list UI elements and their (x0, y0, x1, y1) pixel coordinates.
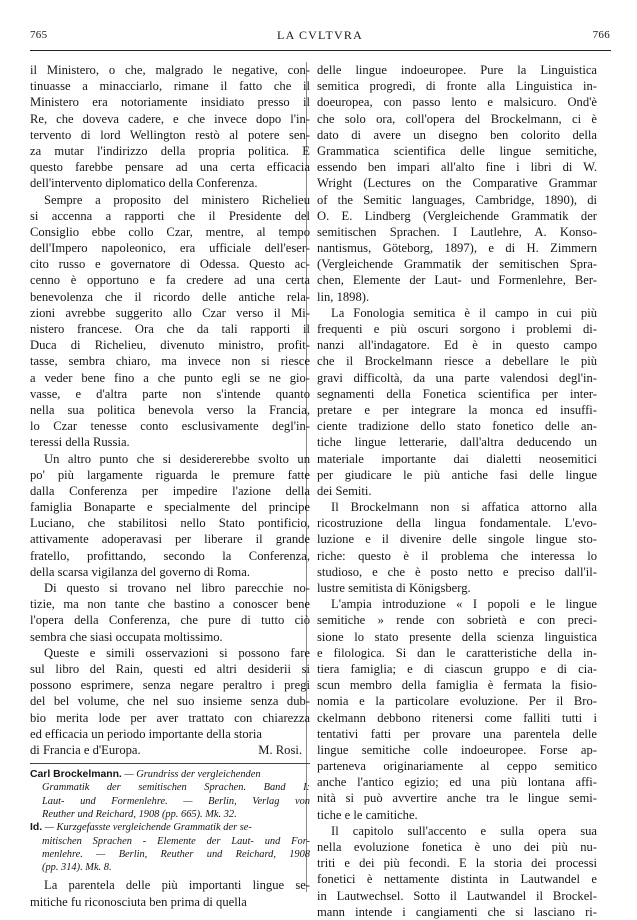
text-line: essendo ben impari all'alto fine i libri di W. (317, 160, 597, 175)
text-line: per giudicare le più antiche fasi delle lingue (317, 467, 597, 482)
text-line: doeuropea, con passo lento e malsicuro. Ond'è (317, 95, 597, 110)
text-line: nomia e la particolare evoluzione. Per il Bro- (317, 694, 597, 709)
text-line: Grammatica scientifica delle lingue semitiche, (317, 143, 597, 158)
paragraph (30, 645, 310, 742)
text-line: e filologica. Si dan le caratteristiche della in- (317, 645, 597, 660)
text-line: ckelmann debbono ritenersi come falliti tutti i (317, 710, 597, 725)
paragraph (30, 877, 310, 909)
text-line: Sempre a proposito del ministero Richelieu (44, 192, 310, 207)
running-header (30, 27, 610, 49)
paragraph (30, 62, 310, 192)
text-line: famiglia Bonaparte e specialmente del principe (30, 500, 310, 515)
bibliography-line (30, 768, 310, 781)
paragraph (317, 596, 597, 823)
text-line: mann intende i cangiamenti che si lasciano ri- (317, 904, 597, 919)
bibliography-entry (30, 768, 310, 821)
text-line: nantismus, Göteborg, 1897), e di H. Zimmern (317, 241, 597, 256)
text-line: Un altro punto che si desidererebbe svolto un (44, 451, 310, 466)
text-line: Il capitolo sull'accento e sulla opera sua (331, 823, 597, 838)
text-line: semitica progredì, di fronte alla Linguistica in- (317, 79, 597, 94)
text-line: La Fonologia semitica è il campo in cui più (331, 305, 597, 320)
text-line: tervento di lord Wellington restò al potere sen- (30, 127, 310, 142)
bibliography-author: Id. (30, 822, 43, 834)
text-line: nanzi all'indagatore. Ed è in questo campo (317, 338, 597, 353)
bibliography-author: Carl Brockelmann. (30, 769, 122, 781)
text-line: anche l'antico egizio; ed una più lontana affi- (317, 775, 597, 790)
text-line: tizie, ma non tante che bastino a conoscer bene (30, 597, 310, 612)
text-line: chen, Elemente der Laut- und Formenlehre, Ber- (317, 273, 597, 288)
text-line: lo Czar tenesse conto esclusivamente degl'in- (30, 419, 310, 434)
text-line: cenno è opportuno e fa credere ad una certa (30, 273, 310, 288)
text-line: parteneva originariamente al ceppo semitico (317, 759, 597, 774)
text-line: riche: questo è il problema che interessa lo (317, 548, 597, 563)
text-line: La parentela delle più importanti lingue se- (44, 878, 310, 893)
text-line: bio merita lode per aver trattato con chiarezza (30, 710, 310, 725)
text-line: sembra che siasi occupata moltissimo. (30, 629, 223, 644)
text-line: dato di avere un disegno ben colorito della (317, 127, 597, 142)
text-line: tinuasse a minacciarlo, rimane il fatto che il (30, 79, 310, 94)
text-line: nella evoluzione fonetica è uno dei più nu- (317, 840, 597, 854)
paragraph (317, 499, 597, 596)
text-line: il Ministero, o che, malgrado le negative, con- (30, 63, 310, 77)
text-line: menlehre. — Berlin, Reuther und Reichard, 1908 (42, 848, 310, 860)
paragraph (30, 451, 310, 581)
text-line: delle lingue indoeuropee. Pure la Linguistica (317, 63, 597, 77)
text-line: za mutar l'indirizzo della propria politica. E (30, 143, 310, 158)
text-line: Grammatik der semitischen Sprachen. Band I: (42, 782, 310, 794)
text-line: fonetici è nettamente distinta in Lautwandel e (317, 872, 597, 887)
text-line: pretare e per integrare la monca ed insuffi- (317, 402, 597, 417)
paragraph (317, 305, 597, 499)
text-line: (Vergleichende Grammatik der semitischen Spra- (317, 257, 597, 272)
text-line: tasse, sembra chiaro, ma invece non si riesce (30, 354, 310, 369)
text-line: semitischen Sprachen. I Lautlehre, A. Konso- (317, 224, 597, 239)
text-line: Duca di Richelieu, divenuto ministro, profit- (30, 338, 310, 353)
text-line: tiche lingue letterarie, dall'altra deducendo un (317, 435, 597, 450)
text-line: of the Semitic languages, Cambridge, 1890), di (317, 192, 597, 207)
text-line: Il Brockelmann non si affatica attorno alla (331, 500, 597, 515)
text-line: ricostruzione della lingua fondamentale. L'evo- (317, 516, 597, 531)
text-line: Di questo si trovano nel libro parecchie no- (44, 581, 310, 595)
review-signature: M. Rosi. (258, 742, 302, 757)
text-line: Ministero era notoriamente insidiato presso il (30, 95, 310, 110)
text-line: Queste e simili osservazioni si possono fare (44, 645, 310, 660)
text-line: cito russo e governatore di Odessa. Questo ac- (30, 257, 310, 272)
review-separator (30, 763, 310, 764)
text-line: del bel volume, che nel suo insieme senza dub- (30, 694, 310, 709)
text-line: tiche e le camitiche. (317, 807, 418, 822)
text-line: a veder bene fino a che punto egli se ne gio- (30, 370, 310, 385)
text-line: po' più largamente riguarda le premure fatte (30, 467, 310, 482)
text-line: dell'Impero napoleonico, era ufficiale dell'eser- (30, 241, 310, 256)
bibliography-continuation (30, 781, 310, 821)
bibliography-title: — Grundriss der vergleichenden (121, 769, 261, 781)
text-line: lin, 1898). (317, 289, 370, 304)
text-line: scun membro della famiglia è fermata la fisio- (317, 678, 597, 693)
left-page-number: 765 (30, 29, 48, 41)
header-rule (30, 50, 611, 51)
text-line: possono esprimere, senza negare peraltro i pregi (30, 678, 310, 693)
bibliography-line (30, 821, 310, 834)
text-line: materiale importante dai dialetti neosemitici (317, 451, 597, 466)
text-line: mitischen Sprachen - Elemente der Laut- und For- (42, 835, 310, 847)
text-line: ed efficacia un periodo importante della storia (30, 726, 262, 741)
text-line: dell'intervento diplomatico della Conferenza. (30, 176, 258, 191)
text-line: luzione e il divenire delle singole lingue sto- (317, 532, 597, 547)
text-line: sione lo stato presente della scienza linguistica (317, 629, 597, 644)
paragraph (317, 62, 597, 305)
text-line: in Lautwechsel. Sotto il Lautwandel il Brockel- (317, 888, 597, 903)
text-line: triti e dei più fecondi. E la storia dei processi (317, 856, 597, 871)
bibliography-entry (30, 821, 310, 874)
text-line: studioso, e che è posto netto e preciso dall'il- (317, 564, 597, 579)
paragraph-end-text: di Francia e d'Europa. (30, 742, 141, 757)
text-line: della scarsa vigilanza del governo di Roma. (30, 564, 250, 579)
right-page-number: 766 (592, 29, 610, 41)
text-line: frequenti e più oscuri sorgono i problemi di- (317, 322, 597, 336)
left-column (30, 62, 310, 910)
text-line: Wright (Lectures on the Comparative Grammar (317, 176, 597, 191)
text-line: (pp. 314). Mk. 8. (42, 862, 112, 874)
text-line: Luciano, che stabilitosi nello Stato pontificio, (30, 516, 310, 531)
text-line: che il Brockelmann riesce a debellare le più (317, 354, 597, 369)
text-line: l'opera della Conferenza, che pure di tutto ciò (30, 613, 310, 628)
text-line: nella sua politica benevola verso la Francia, (30, 402, 310, 417)
text-line: nità si può avvertire anche tra le lingue semi- (317, 791, 597, 806)
bibliography-continuation (30, 835, 310, 875)
text-line: nistero francese. Ora che da tali rapporti il (30, 322, 310, 336)
text-line: dei Semiti. (317, 483, 372, 498)
text-line: ciente tradizione dello stato fonetico delle an- (317, 419, 597, 434)
text-line: semitiche » rende con sobrietà e con preci- (317, 613, 597, 628)
paragraph (30, 192, 310, 451)
text-line: vasse, e d'altra parte non s'intende quanto (30, 386, 310, 401)
text-line: Re, che doveva cadere, e che invece dopo l'in- (30, 111, 310, 126)
text-line: Consiglio ebbe collo Czar, mentre, al tempo (30, 224, 310, 239)
text-line: sul libro del Rain, questi ed altri desiderii si (30, 661, 310, 676)
text-line: Reuther und Reichard, 1908 (pp. 665). Mk. 32. (42, 808, 237, 820)
text-line: che solo ora, coll'opera del Brockelmann, ci è (317, 111, 597, 126)
text-line: O. E. Lindberg (Vergleichende Grammatik der (317, 208, 597, 223)
text-line: lustre semitista di Königsberg. (317, 581, 471, 595)
journal-title: LA CVLTVRA (277, 28, 363, 42)
bibliography-title: — Kurzgefasste vergleichende Grammatik der se- (42, 822, 252, 834)
text-line: attivamente adoperavasi per liberare il grande (30, 532, 310, 547)
text-line: fratello, profittando, secondo la Conferenza, (30, 548, 310, 563)
text-line: tentativi fatti per provare una parentela delle (317, 726, 597, 741)
text-line: gravi difficoltà, da una parte valendosi degl'in- (317, 370, 597, 385)
paragraph (30, 580, 310, 645)
text-line: teressi della Russia. (30, 435, 130, 450)
text-line: benevolenza che il ricordo delle antiche rela- (30, 289, 310, 304)
text-line: questo farebbe pensare ad una certa efficacia (30, 160, 310, 175)
text-line: si accenna a rapporti che il Presidente del (30, 208, 310, 223)
text-line: segnamenti della Fonetica scientifica per inter- (317, 386, 597, 401)
text-line: dalla Conferenza per impedire l'azione della (30, 483, 310, 498)
text-line: tiera famiglia; e di ciascun gruppo e di cia- (317, 661, 597, 676)
text-line: zioni avrebbe suggerito allo Czar verso il Mi- (30, 305, 310, 320)
paragraph (317, 823, 597, 920)
text-line: L'ampia introduzione « I popoli e le lingue (331, 597, 597, 612)
text-line: Laut- und Formenlehre. — Berlin, Verlag von (42, 795, 310, 807)
right-column (317, 62, 597, 920)
paragraph-last-line (30, 742, 310, 758)
text-line: mitiche fu riconosciuta ben prima di quella (30, 894, 247, 909)
text-line: lingue semitiche colle indoeuropee. Forse ap- (317, 742, 597, 757)
